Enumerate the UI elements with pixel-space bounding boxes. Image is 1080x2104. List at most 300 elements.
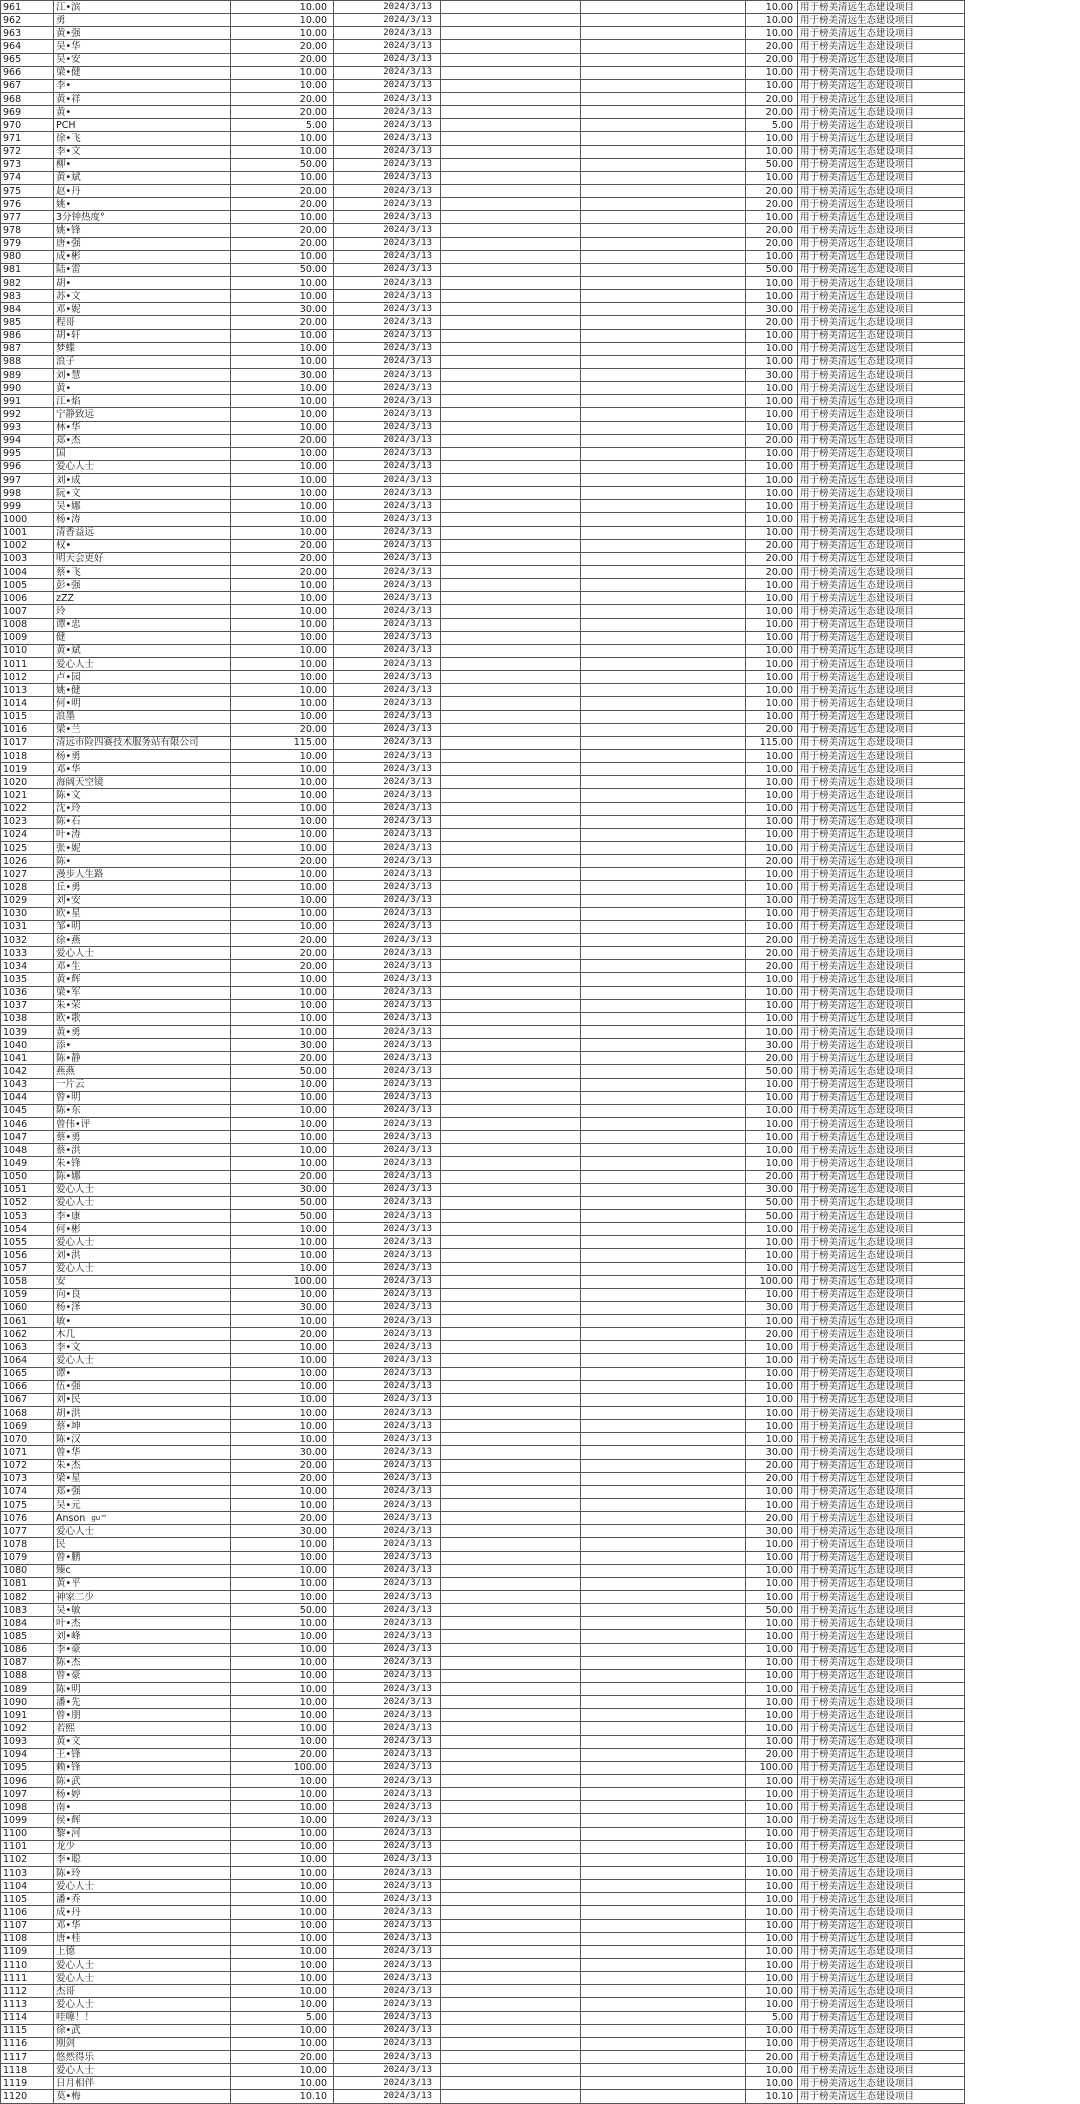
usage-note [798,276,965,289]
table-row [1,1157,965,1170]
usage-note [798,1788,965,1801]
row-number-text: 1115 [3,2025,28,2037]
donation-date [334,1446,441,1459]
donor-name [54,1433,231,1446]
usage-note-text: 用于榜美清远生态建设项目 [800,934,915,946]
usage-note-text: 用于榜美清远生态建设项目 [800,1341,915,1353]
usage-note-text: 用于榜美清远生态建设项目 [800,93,915,105]
donation-date [334,224,441,237]
donation-date-text: 2024/3/13 [383,2012,432,2023]
donor-name [54,1144,231,1157]
donation-date-text: 2024/3/13 [383,448,432,459]
donation-amount-text: 10.00 [299,395,327,407]
empty-cell [581,145,746,158]
empty-cell [581,408,746,421]
empty-cell [441,1065,581,1078]
donor-name [54,2077,231,2090]
donation-date [334,1945,441,1958]
empty-cell [441,855,581,868]
usage-note [798,920,965,933]
empty-cell [441,566,581,579]
disbursed-amount-text: 30.00 [765,1447,793,1459]
empty-cell [581,1275,746,1288]
donation-date-text: 2024/3/13 [383,737,432,748]
donation-date-text: 2024/3/13 [383,1933,432,1944]
disbursed-amount-text: 10.00 [765,1499,793,1511]
disbursed-amount [746,145,798,158]
donor-name [54,658,231,671]
empty-cell [581,1117,746,1130]
donation-amount-text: 10.00 [299,711,327,723]
row-number-text: 1112 [3,1985,28,1997]
donation-amount [231,1459,334,1472]
donation-amount [231,1788,334,1801]
usage-note-text: 用于榜美清远生态建设项目 [800,303,915,315]
usage-note-text: 用于榜美清远生态建设项目 [800,579,915,591]
donor-name-text: 谭•忠 [56,619,81,631]
donor-name-text: 朱•杰 [56,1460,81,1472]
donation-date-text: 2024/3/13 [383,1420,432,1431]
disbursed-amount [746,1998,798,2011]
empty-cell [581,855,746,868]
empty-cell [441,342,581,355]
usage-note [798,145,965,158]
donor-name [54,1117,231,1130]
donation-amount-text: 100.00 [293,1762,327,1774]
row-number-text: 1045 [3,1105,28,1117]
donation-date [334,40,441,53]
donor-name [54,539,231,552]
empty-cell [581,1525,746,1538]
empty-cell [581,447,746,460]
disbursed-amount [746,132,798,145]
row-number [1,14,54,27]
donation-date-text: 2024/3/13 [383,1736,432,1747]
donation-amount [231,276,334,289]
table-row [1,447,965,460]
usage-note-text: 用于榜美清远生态建设项目 [800,1591,915,1603]
donation-amount [231,27,334,40]
row-number [1,421,54,434]
donor-name-text: 清香益远 [56,527,95,539]
donation-amount [231,933,334,946]
row-number [1,1459,54,1472]
donation-amount [231,1748,334,1761]
empty-cell [581,1683,746,1696]
disbursed-amount [746,1643,798,1656]
donation-amount [231,1604,334,1617]
disbursed-amount [746,1788,798,1801]
donor-name-text: 程哥 [56,316,76,328]
usage-note [798,1866,965,1879]
usage-note-text: 用于榜美清远生态建设项目 [800,330,915,342]
usage-note [798,592,965,605]
donor-name-text: 姚•锋 [56,224,81,236]
row-number [1,303,54,316]
donation-amount-text: 10.00 [299,1696,327,1708]
row-number-text: 1012 [3,671,28,683]
donation-date [334,1774,441,1787]
donation-date [334,1078,441,1091]
usage-note [798,1249,965,1262]
donor-name [54,1827,231,1840]
donor-name [54,132,231,145]
row-number-text: 1061 [3,1315,28,1327]
usage-note-text: 用于榜美清远生态建设项目 [800,908,915,920]
donation-amount [231,644,334,657]
usage-note [798,1380,965,1393]
table-row [1,723,965,736]
row-number-text: 980 [3,251,22,263]
donation-date-text: 2024/3/13 [383,1920,432,1931]
donation-amount-text: 10.00 [299,816,327,828]
donor-name [54,1499,231,1512]
row-number [1,145,54,158]
donation-date [334,1722,441,1735]
empty-cell [441,158,581,171]
empty-cell [441,368,581,381]
donation-date [334,763,441,776]
row-number [1,710,54,723]
row-number-text: 988 [3,356,22,368]
usage-note [798,27,965,40]
donor-name-text: 郑•强 [56,1486,81,1498]
empty-cell [441,171,581,184]
empty-cell [441,1958,581,1971]
donor-name [54,290,231,303]
disbursed-amount-text: 10.00 [765,211,793,223]
donation-date [334,158,441,171]
donation-amount-text: 10.00 [299,1617,327,1629]
disbursed-amount [746,1656,798,1669]
donation-amount-text: 10.00 [299,750,327,762]
donor-name [54,1774,231,1787]
row-number-text: 1017 [3,737,28,749]
donation-date [334,1696,441,1709]
donation-amount [231,1393,334,1406]
empty-cell [581,1893,746,1906]
row-number [1,776,54,789]
usage-note-text: 用于榜美清远生态建设项目 [800,1762,915,1774]
row-number [1,1683,54,1696]
donation-amount-text: 10.00 [299,1722,327,1734]
empty-cell [441,1499,581,1512]
row-number-text: 1031 [3,921,28,933]
donor-name [54,566,231,579]
usage-note [798,566,965,579]
empty-cell [441,697,581,710]
disbursed-amount [746,1380,798,1393]
donor-name-text: 浪墨 [56,711,76,723]
empty-cell [581,1,746,14]
table-row [1,1998,965,2011]
donation-amount-text: 10.00 [299,290,327,302]
donor-name-text: 陈• [56,855,72,867]
usage-note [798,1932,965,1945]
donor-name [54,513,231,526]
disbursed-amount-text: 30.00 [765,303,793,315]
empty-cell [581,40,746,53]
donation-date-text: 2024/3/13 [383,119,432,130]
empty-cell [581,1104,746,1117]
usage-note [798,1236,965,1249]
empty-cell [581,1564,746,1577]
donation-amount [231,290,334,303]
disbursed-amount-text: 10.00 [765,277,793,289]
row-number [1,1617,54,1630]
donation-date [334,894,441,907]
table-row [1,1407,965,1420]
table-row [1,579,965,592]
empty-cell [581,1131,746,1144]
disbursed-amount [746,395,798,408]
donation-amount-text: 10.00 [299,684,327,696]
donation-date [334,1512,441,1525]
usage-note-text: 用于榜美清远生态建设项目 [800,500,915,512]
usage-note [798,1604,965,1617]
disbursed-amount [746,828,798,841]
usage-note [798,198,965,211]
table-row [1,171,965,184]
usage-note [798,986,965,999]
row-number [1,789,54,802]
disbursed-amount-text: 20.00 [765,224,793,236]
donation-amount-text: 50.00 [299,1210,327,1222]
usage-note-text: 用于榜美清远生态建设项目 [800,1525,915,1537]
usage-note [798,1091,965,1104]
disbursed-amount-text: 10.00 [765,146,793,158]
usage-note-text: 用于榜美清远生态建设项目 [800,1867,915,1879]
donor-name [54,1788,231,1801]
donation-date [334,1932,441,1945]
donation-date [334,1801,441,1814]
empty-cell [441,1932,581,1945]
row-number-text: 1030 [3,908,28,920]
usage-note [798,53,965,66]
donation-amount [231,2050,334,2063]
row-number-text: 1008 [3,619,28,631]
disbursed-amount [746,1853,798,1866]
donation-date [334,1262,441,1275]
disbursed-amount-text: 10.00 [765,1880,793,1892]
donor-name-text: 吴•娜 [56,500,81,512]
row-number-text: 1002 [3,540,28,552]
donation-date-text: 2024/3/13 [383,921,432,932]
donation-date [334,1761,441,1774]
handwritten-mark: ɡu™ [91,1513,108,1522]
donation-date-text: 2024/3/13 [383,698,432,709]
donation-date-text: 2024/3/13 [383,80,432,91]
usage-note-text: 用于榜美清远生态建设项目 [800,645,915,657]
table-row [1,237,965,250]
row-number-text: 1087 [3,1657,28,1669]
disbursed-amount-text: 10.00 [765,1893,793,1905]
donation-date [334,1380,441,1393]
usage-note [798,1709,965,1722]
donor-name-text: 黄• [56,106,72,118]
donation-date [334,539,441,552]
empty-cell [441,474,581,487]
donation-date [334,1630,441,1643]
donation-date-text: 2024/3/13 [383,1828,432,1839]
disbursed-amount [746,855,798,868]
empty-cell [441,198,581,211]
donor-name-text: 哇噻！！ [56,2012,95,2024]
donation-date [334,329,441,342]
disbursed-amount-text: 10.00 [765,14,793,26]
usage-note-text: 用于榜美清远生态建设项目 [800,1368,915,1380]
empty-cell [441,1945,581,1958]
donation-amount-text: 10.00 [299,1946,327,1958]
disbursed-amount-text: 10.00 [765,1552,793,1564]
donor-name [54,1380,231,1393]
table-row [1,1788,965,1801]
disbursed-amount [746,119,798,132]
empty-cell [581,1328,746,1341]
usage-note-text: 用于榜美清远生态建设项目 [800,711,915,723]
disbursed-amount [746,224,798,237]
donation-amount [231,447,334,460]
empty-cell [441,710,581,723]
usage-note-text: 用于榜美清远生态建设项目 [800,1052,915,1064]
disbursed-amount-text: 10.00 [765,132,793,144]
donation-amount-text: 20.00 [299,947,327,959]
donor-name-text: 陆•雷 [56,264,81,276]
empty-cell [581,894,746,907]
empty-cell [581,1183,746,1196]
disbursed-amount-text: 10.00 [765,2064,793,2076]
donation-amount [231,460,334,473]
usage-note-text: 用于榜美清远生态建设项目 [800,1683,915,1695]
disbursed-amount [746,1814,798,1827]
donation-date-text: 2024/3/13 [383,1486,432,1497]
disbursed-amount [746,644,798,657]
donor-name [54,815,231,828]
empty-cell [581,1262,746,1275]
donation-date-text: 2024/3/13 [383,960,432,971]
row-number [1,1591,54,1604]
usage-note-text: 用于榜美清远生态建设项目 [800,1512,915,1524]
donor-name [54,224,231,237]
donation-amount-text: 50.00 [299,1065,327,1077]
row-number-text: 1044 [3,1092,28,1104]
usage-note [798,631,965,644]
usage-note-text: 用于榜美清远生态建设项目 [800,1933,915,1945]
donation-date-text: 2024/3/13 [383,579,432,590]
usage-note [798,237,965,250]
disbursed-amount-text: 10.00 [765,1985,793,1997]
donation-amount-text: 10.00 [299,132,327,144]
row-number [1,2024,54,2037]
usage-note-text: 用于榜美清远生态建设项目 [800,658,915,670]
empty-cell [581,1065,746,1078]
row-number-text: 1014 [3,698,28,710]
donor-name [54,1551,231,1564]
row-number-text: 1062 [3,1328,28,1340]
usage-note-text: 用于榜美清远生态建设项目 [800,790,915,801]
donation-date-text: 2024/3/13 [383,1670,432,1681]
table-row [1,1275,965,1288]
donor-name-text: 刘•成 [56,474,81,486]
donation-amount [231,145,334,158]
usage-note-text: 用于榜美清远生态建设项目 [800,1880,915,1892]
empty-cell [441,1669,581,1682]
donation-date [334,1814,441,1827]
disbursed-amount-text: 20.00 [765,2051,793,2063]
donation-date [334,868,441,881]
donor-name-text: 赖•锋 [56,1762,81,1774]
table-row [1,1433,965,1446]
row-number [1,1249,54,1262]
donor-name [54,1683,231,1696]
empty-cell [441,579,581,592]
donation-date-text: 2024/3/13 [383,658,432,669]
donation-date-text: 2024/3/13 [383,264,432,275]
disbursed-amount [746,487,798,500]
table-row [1,1985,965,1998]
usage-note-text: 用于榜美清远生态建设项目 [800,1460,915,1472]
usage-note-text: 用于榜美清远生态建设项目 [800,159,915,171]
usage-note-text: 用于榜美清远生态建设项目 [800,763,915,775]
row-number [1,1669,54,1682]
usage-note [798,92,965,105]
row-number [1,184,54,197]
usage-note-text: 用于榜美清远生态建设项目 [800,1552,915,1564]
empty-cell [441,1117,581,1130]
usage-note [798,1958,965,1971]
donation-date-text: 2024/3/13 [383,868,432,879]
donation-amount-text: 20.00 [299,316,327,328]
row-number-text: 1058 [3,1276,28,1288]
usage-note-text: 用于榜美清远生态建设项目 [800,1263,915,1275]
empty-cell [441,1774,581,1787]
disbursed-amount-text: 10.00 [765,671,793,683]
donor-name-text: 曾•豪 [56,1670,81,1682]
empty-cell [581,579,746,592]
table-row [1,1485,965,1498]
donor-name-text: PCH [56,119,76,131]
row-number-text: 991 [3,395,22,407]
donation-date-text: 2024/3/13 [383,132,432,143]
empty-cell [441,1328,581,1341]
usage-note [798,2037,965,2050]
usage-note-text: 用于榜美清远生态建设项目 [800,211,915,223]
donation-date-text: 2024/3/13 [383,1118,432,1129]
usage-note-text: 用于榜美清远生态建设项目 [800,1289,915,1301]
disbursed-amount-text: 10.00 [765,80,793,92]
table-row [1,79,965,92]
donation-amount [231,329,334,342]
donation-amount [231,211,334,224]
donation-amount [231,1052,334,1065]
disbursed-amount-text: 10.00 [765,1013,793,1025]
donor-name-text: 清远市险四赛技术服务站有限公司 [56,737,199,749]
usage-note-text: 用于榜美清远生态建设项目 [800,1079,915,1091]
usage-note [798,513,965,526]
donation-date [334,1577,441,1590]
empty-cell [441,66,581,79]
row-number [1,1472,54,1485]
donor-name [54,1761,231,1774]
donation-date [334,1420,441,1433]
empty-cell [581,250,746,263]
usage-note [798,1919,965,1932]
donation-amount-text: 10.00 [299,1223,327,1235]
empty-cell [581,658,746,671]
empty-cell [581,1393,746,1406]
donation-amount [231,1814,334,1827]
usage-note-text: 用于榜美清远生态建设项目 [800,1972,915,1984]
